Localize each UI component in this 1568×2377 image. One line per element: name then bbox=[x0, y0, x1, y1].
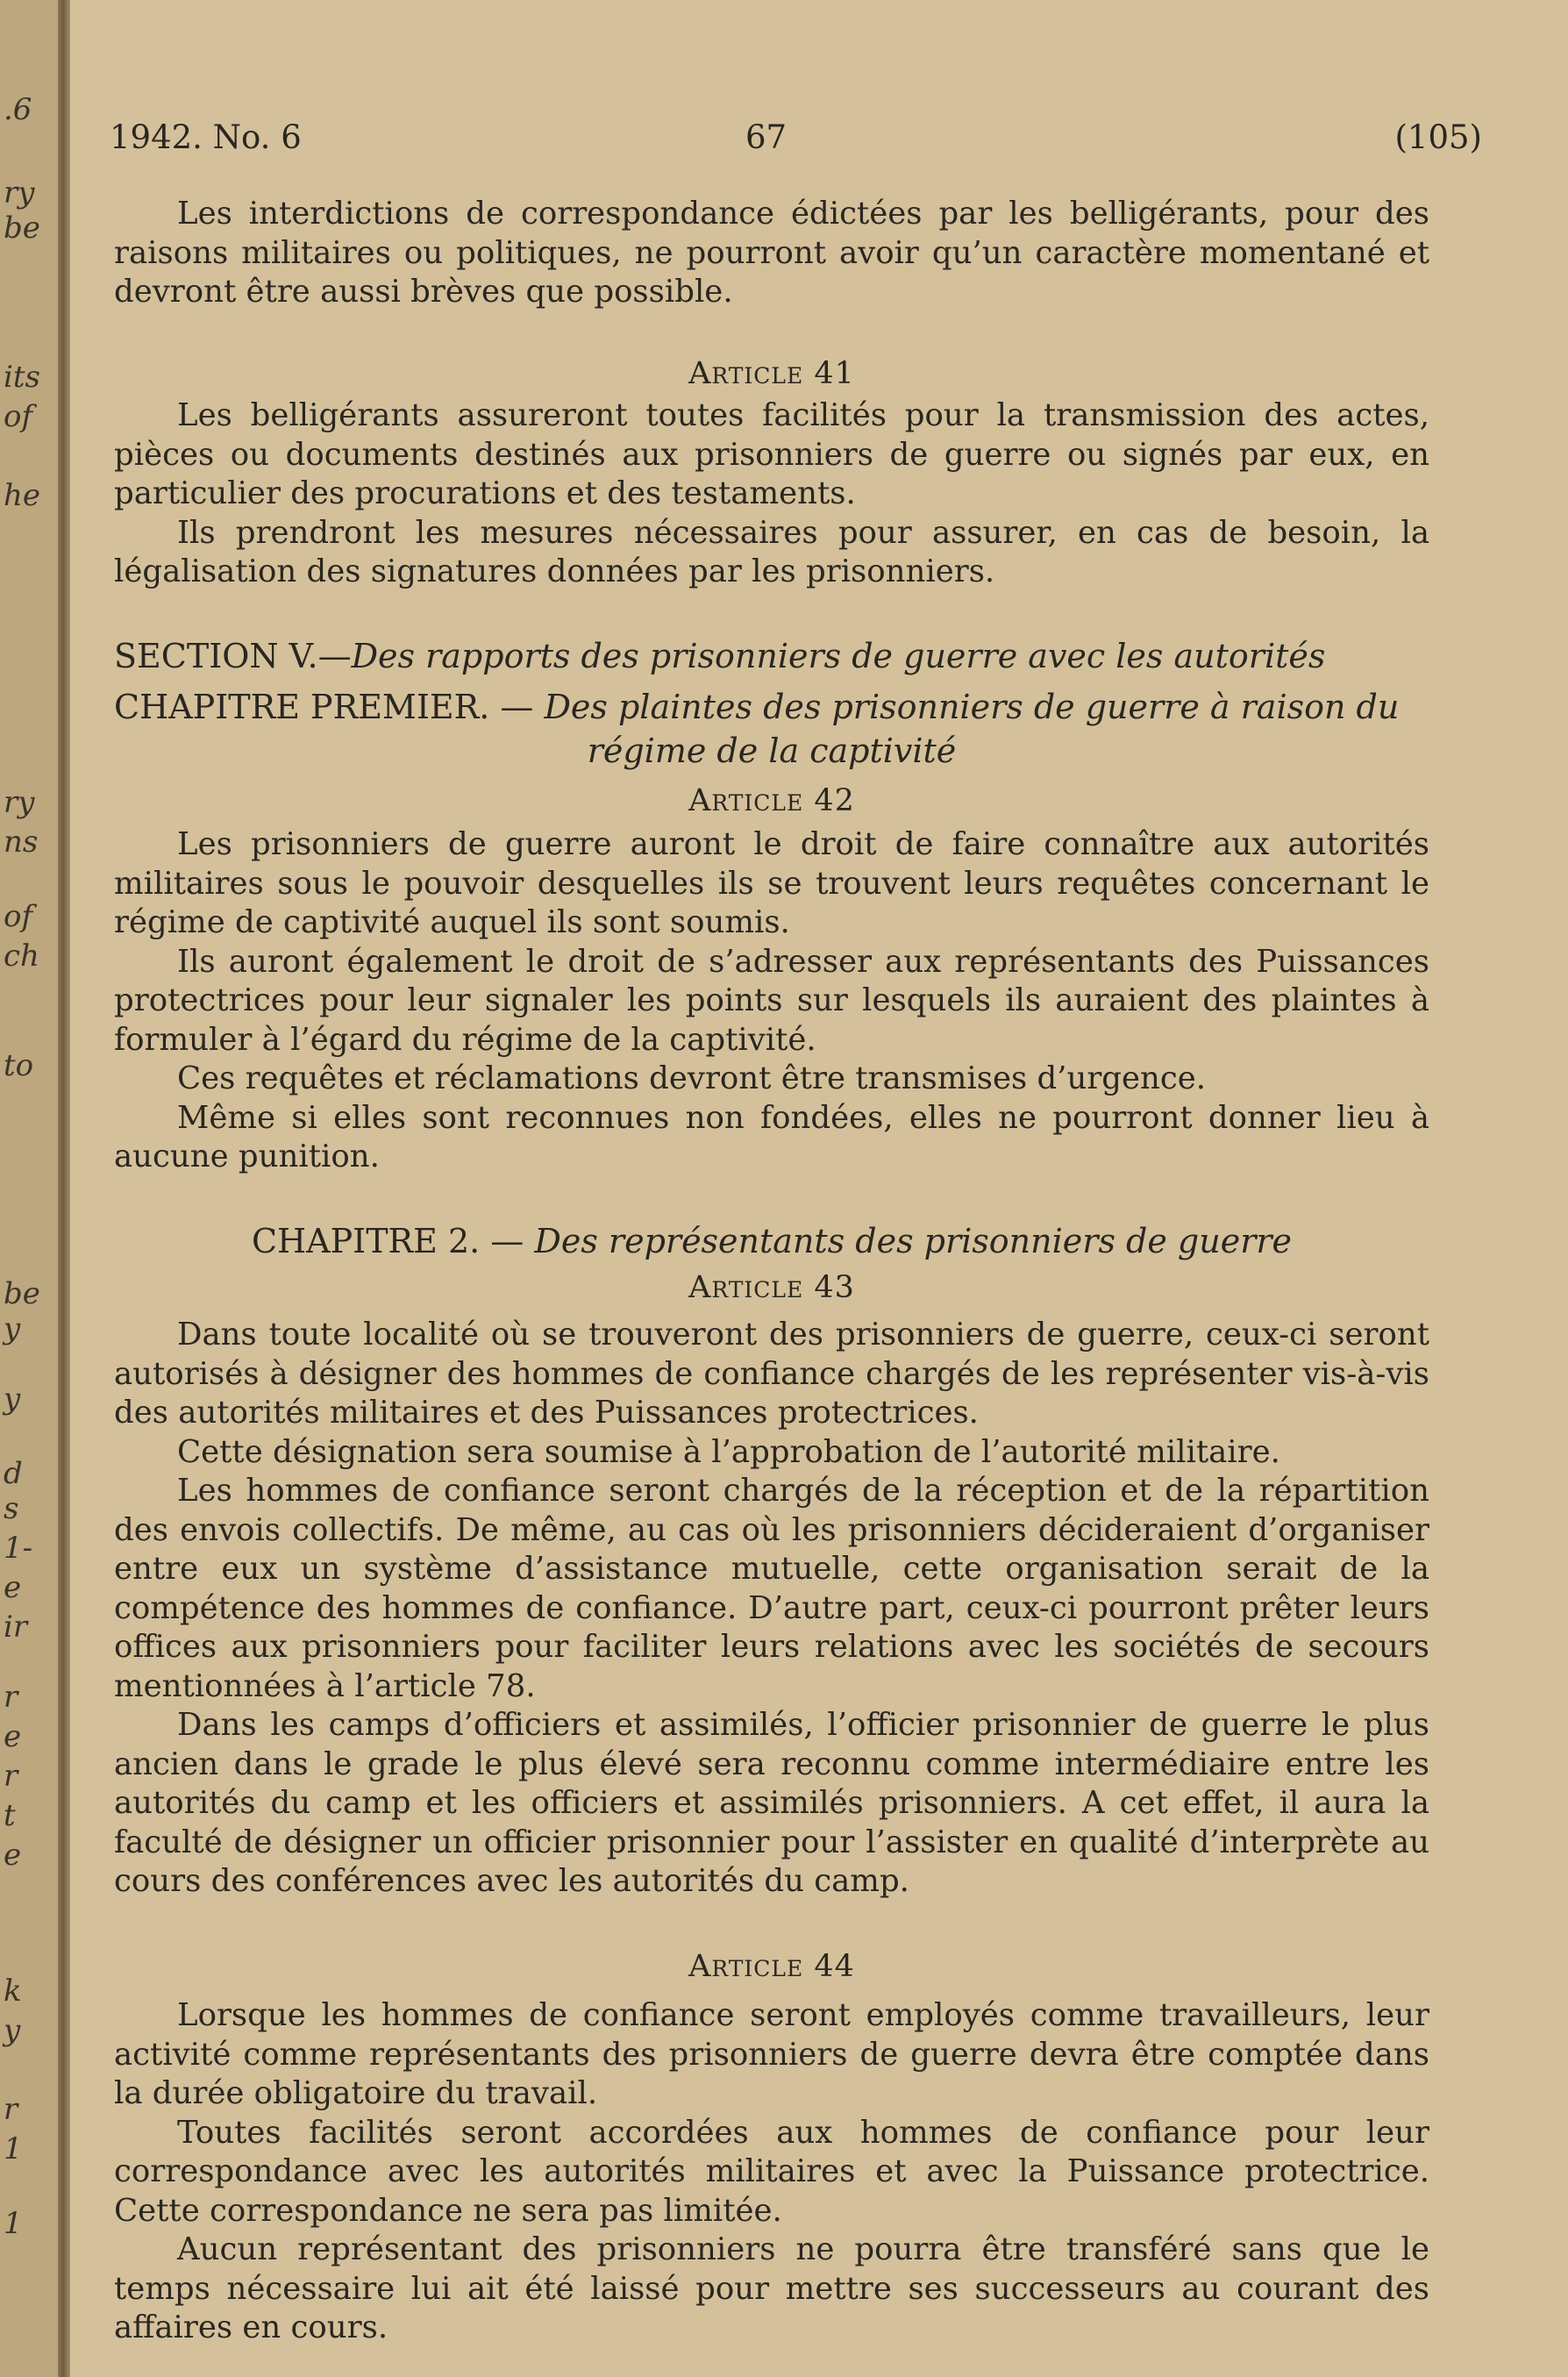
chapter-title: régime de la captivité bbox=[587, 731, 957, 770]
margin-fragment: 1 bbox=[4, 2131, 23, 2166]
article-heading: Article 43 bbox=[688, 1269, 855, 1305]
chapter-heading bbox=[114, 685, 1429, 729]
paragraph: Les belligérants assureront toutes facilités pour la transmission des actes, pièces ou documents destinés aux prisonniers de guerre ou signés par eux, en particulier des procurations et des testaments. bbox=[114, 397, 1429, 511]
document-page bbox=[70, 0, 1568, 2377]
article-heading: Article 44 bbox=[688, 1948, 855, 1984]
paragraph: Même si elles sont reconnues non fondées, elles ne pourront donner lieu à aucune punition. bbox=[114, 1099, 1429, 1174]
paragraph: Lorsque les hommes de confiance seront employés comme travailleurs, leur activité comme représentants des prisonniers de guerre devra être comptée dans la durée obligatoire du travail. bbox=[114, 1997, 1429, 2111]
margin-fragment: ch bbox=[4, 939, 39, 974]
margin-fragment: of bbox=[4, 899, 33, 934]
page-body bbox=[114, 195, 1429, 2348]
margin-fragment: of bbox=[4, 399, 33, 434]
margin-fragment: to bbox=[4, 1048, 34, 1083]
paragraph: Aucun représentant des prisonniers ne pourra être transféré sans que le temps nécessaire lui ait été laissé pour mettre ses successeurs au courant des affaires en cours. bbox=[114, 2231, 1429, 2345]
paragraph: Dans toute localité où se trouveront des prisonniers de guerre, ceux-ci seront autorisés à désigner des hommes de confiance chargés de les représenter vis-à-vis des autorités militaires et des Puissances protectrices. bbox=[114, 1317, 1429, 1431]
margin-fragment: ir bbox=[4, 1610, 28, 1645]
article-heading: Article 41 bbox=[688, 355, 855, 391]
page-header bbox=[110, 118, 1482, 162]
margin-fragment: .6 bbox=[4, 92, 32, 127]
header-page-ref: (105) bbox=[1394, 118, 1482, 156]
margin-fragment: r bbox=[4, 1759, 18, 1794]
chapter-heading-continued bbox=[114, 729, 1429, 773]
paragraph: Cette désignation sera soumise à l’approbation de l’autorité militaire. bbox=[177, 1433, 1280, 1470]
paragraph: Les prisonniers de guerre auront le droit de faire connaître aux autorités militaires sous le pouvoir desquelles ils se trouvent leurs requêtes concernant le régime de captivité auquel ils sont soumis. bbox=[114, 826, 1429, 940]
margin-fragment: r bbox=[4, 1680, 18, 1715]
page-number: 67 bbox=[745, 118, 788, 156]
margin-fragment: r bbox=[4, 2092, 18, 2127]
margin-fragment: be bbox=[4, 1276, 40, 1311]
previous-page-margin bbox=[0, 0, 58, 2377]
margin-fragment: 1- bbox=[4, 1531, 33, 1566]
paragraph: Toutes facilités seront accordées aux hommes de confiance pour leur correspondance avec les autorités militaires et avec la Puissance protectrice. Cette correspondance ne sera pas limitée. bbox=[114, 2114, 1429, 2229]
chapter-label: CHAPITRE 2. — bbox=[251, 1221, 535, 1260]
section-label: SECTION V.— bbox=[114, 636, 352, 675]
chapter-label: CHAPITRE PREMIER. — bbox=[114, 687, 545, 726]
margin-fragment: 1 bbox=[4, 2206, 23, 2241]
margin-fragment: y bbox=[4, 2013, 21, 2048]
margin-fragment: s bbox=[4, 1491, 19, 1526]
paragraph: Les hommes de confiance seront chargés de la réception et de la répartition des envois collectifs. De même, au cas où les prisonniers décideraient d’organiser entre eux un système d’assistance mutuelle, cette organisation serait de la compétence des hommes de confiance. D’autre part, ceux-ci pourront prêter leurs offices aux prisonniers pour faciliter leurs relations avec les sociétés de secours mentionnées à l’article 78. bbox=[114, 1473, 1429, 1704]
chapter-title: Des plaintes des prisonniers de guerre à raison du bbox=[544, 687, 1400, 726]
paragraph: Dans les camps d’officiers et assimilés, l’officier prisonnier de guerre le plus ancien dans le grade le plus élevé sera reconnu comme intermédiaire entre les autorités du camp et les officiers et assimilés prisonniers. A cet effet, il aura la faculté de désigner un officier prisonnier pour l’assister en qualité d’interprète au cours des conférences avec les autorités du camp. bbox=[114, 1707, 1429, 1899]
margin-fragment: t bbox=[4, 1798, 16, 1833]
section-heading bbox=[114, 634, 1429, 678]
margin-fragment: y bbox=[4, 1381, 21, 1417]
margin-fragment: be bbox=[4, 211, 40, 246]
margin-fragment: e bbox=[4, 1570, 22, 1605]
margin-fragment: k bbox=[4, 1974, 22, 2009]
paragraph: Ces requêtes et réclamations devront être transmises d’urgence. bbox=[177, 1060, 1207, 1096]
paragraph: Les interdictions de correspondance édictées par les belligérants, pour des raisons militaires ou politiques, ne pourront avoir qu’un caractère momentané et devront être aussi brèves que possible. bbox=[114, 196, 1429, 310]
margin-fragment: e bbox=[4, 1838, 22, 1873]
margin-fragment: d bbox=[4, 1456, 23, 1491]
book-gutter bbox=[58, 0, 70, 2377]
margin-fragment: its bbox=[4, 360, 40, 395]
margin-fragment: e bbox=[4, 1719, 22, 1754]
article-heading: Article 42 bbox=[688, 782, 855, 818]
margin-fragment: he bbox=[4, 478, 41, 513]
margin-fragment: ry bbox=[4, 785, 35, 820]
section-title: Des rapports des prisonniers de guerre avec les autorités bbox=[351, 636, 1326, 675]
margin-fragment: y bbox=[4, 1311, 21, 1346]
margin-fragment: ry bbox=[4, 175, 35, 211]
chapter-title: Des représentants des prisonniers de guerre bbox=[534, 1221, 1293, 1260]
chapter-heading bbox=[114, 1219, 1429, 1263]
paragraph: Ils auront également le droit de s’adresser aux représentants des Puissances protectrices pour leur signaler les points sur lesquels ils auraient des plaintes à formuler à l’égard du régime de la captivité. bbox=[114, 943, 1429, 1058]
margin-fragment: ns bbox=[4, 824, 39, 860]
header-year-number: 1942. No. 6 bbox=[110, 118, 302, 156]
paragraph: Ils prendront les mesures nécessaires pour assurer, en cas de besoin, la légalisation des signatures données par les prisonniers. bbox=[114, 514, 1429, 589]
